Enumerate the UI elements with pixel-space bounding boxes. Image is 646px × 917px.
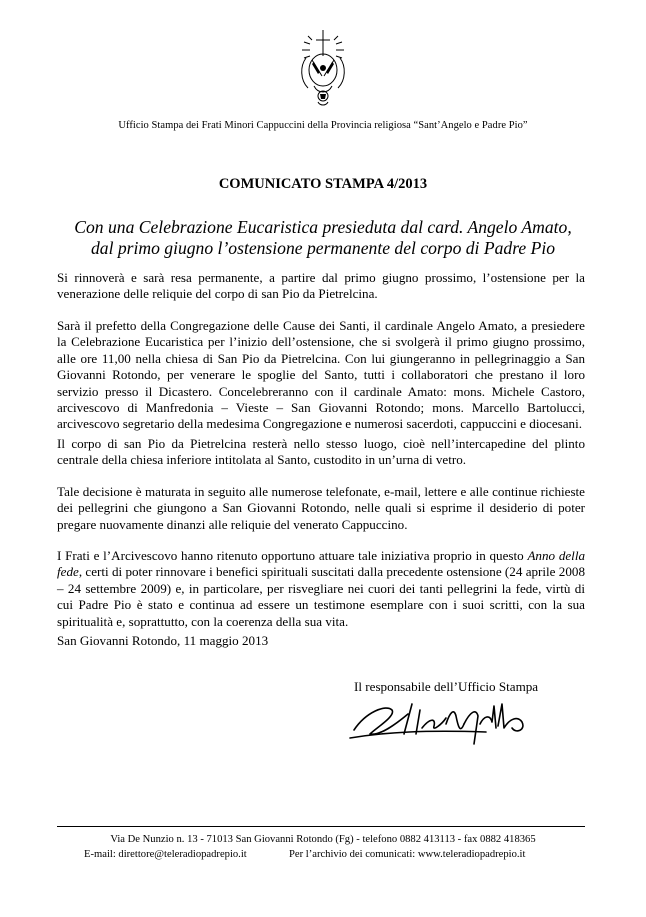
- footer-address: Via De Nunzio n. 13 - 71013 San Giovanni Rotondo (Fg) - telefono 0882 413113 - fax 0882 418365: [110, 834, 536, 845]
- paragraph-1: Si rinnoverà e sarà resa permanente, a partire dal primo giugno prossimo, l’ostensione per la venerazione delle reliquie del corpo di san Pio da Pietrelcina.: [57, 270, 585, 302]
- franciscan-coat-of-arms-icon: [292, 28, 354, 108]
- paragraph-2: Sarà il prefetto della Congregazione delle Cause dei Santi, il cardinale Angelo Amato, a presiedere la Celebrazione Eucaristica per l’inizio dell’ostensione, che si svolgerà il primo giugno prossimo, alle ore 11,00 nella chiesa di San Pio da Pietrelcina. Con lui giungeranno in pellegrinaggio a San Giovanni Rotondo, per venerare le spoglie del Santo, tutti i collaboratori che prestano il loro servizio presso il Dicastero. Concelebreranno con il cardinale Amato: mons. Michele Castoro, arcivescovo di Manfredonia – Vieste – San Giovanni Rotondo; mons. Marcello Bartolucci, arcivescovo segretario della medesima Congregazione e numerosi sacerdoti, cappuccini e diocesani.: [57, 318, 585, 432]
- footer-email: E-mail: direttore@teleradiopadrepio.it: [84, 849, 247, 860]
- subtitle-line-1: Con una Celebrazione Eucaristica presieduta dal card. Angelo Amato,: [74, 217, 572, 237]
- handwritten-signature: [346, 694, 546, 746]
- paragraph-4: Tale decisione è maturata in seguito alle numerose telefonate, e-mail, lettere e alle continue richieste dei pellegrini che giungono a San Giovanni Rotondo, nelle quali si esprime il desiderio di poter pregare nuovamente dinanzi alle reliquie del venerato Cappuccino.: [57, 484, 585, 532]
- press-release-title: COMUNICATO STAMPA 4/2013: [218, 176, 428, 192]
- place-date: San Giovanni Rotondo, 11 maggio 2013: [57, 633, 269, 648]
- signatory-title: Il responsabile dell’Ufficio Stampa: [354, 679, 539, 694]
- footer-divider: [57, 826, 585, 827]
- paragraph-5: [57, 548, 585, 630]
- paragraph-3: Il corpo di san Pio da Pietrelcina resterà nello stesso luogo, cioè nell’intercapedine del plinto centrale della chiesa inferiore intitolata al Santo, custodito in un’urna di vetro.: [57, 436, 585, 468]
- press-release-subtitle: [40, 217, 606, 259]
- anno-della-fede: Anno della fede: [57, 548, 585, 580]
- paragraph-5-end: , certi di poter rinnovare i benefici spirituali suscitati dalla precedente ostensione (24 aprile 2008 – 24 settembre 2009) e, in particolare, per risvegliare nei cuori dei tanti pellegrini la fede, virtù di cui Padre Pio è stato e continua ad essere un testimone esemplare con i suoi scritti, con la sua spiritualità e, soprattutto, con la coerenza della sua vita.: [57, 564, 585, 629]
- office-header: Ufficio Stampa dei Frati Minori Cappuccini della Provincia religiosa “Sant’Angelo e Padre Pio”: [118, 120, 528, 131]
- paragraph-5-start: I Frati e l’Arcivescovo hanno ritenuto opportuno attuare tale iniziativa proprio in questo: [57, 548, 528, 563]
- footer-archive: Per l’archivio dei comunicati: www.teleradiopadrepio.it: [289, 849, 526, 860]
- subtitle-line-2: dal primo giugno l’ostensione permanente del corpo di Padre Pio: [90, 238, 556, 258]
